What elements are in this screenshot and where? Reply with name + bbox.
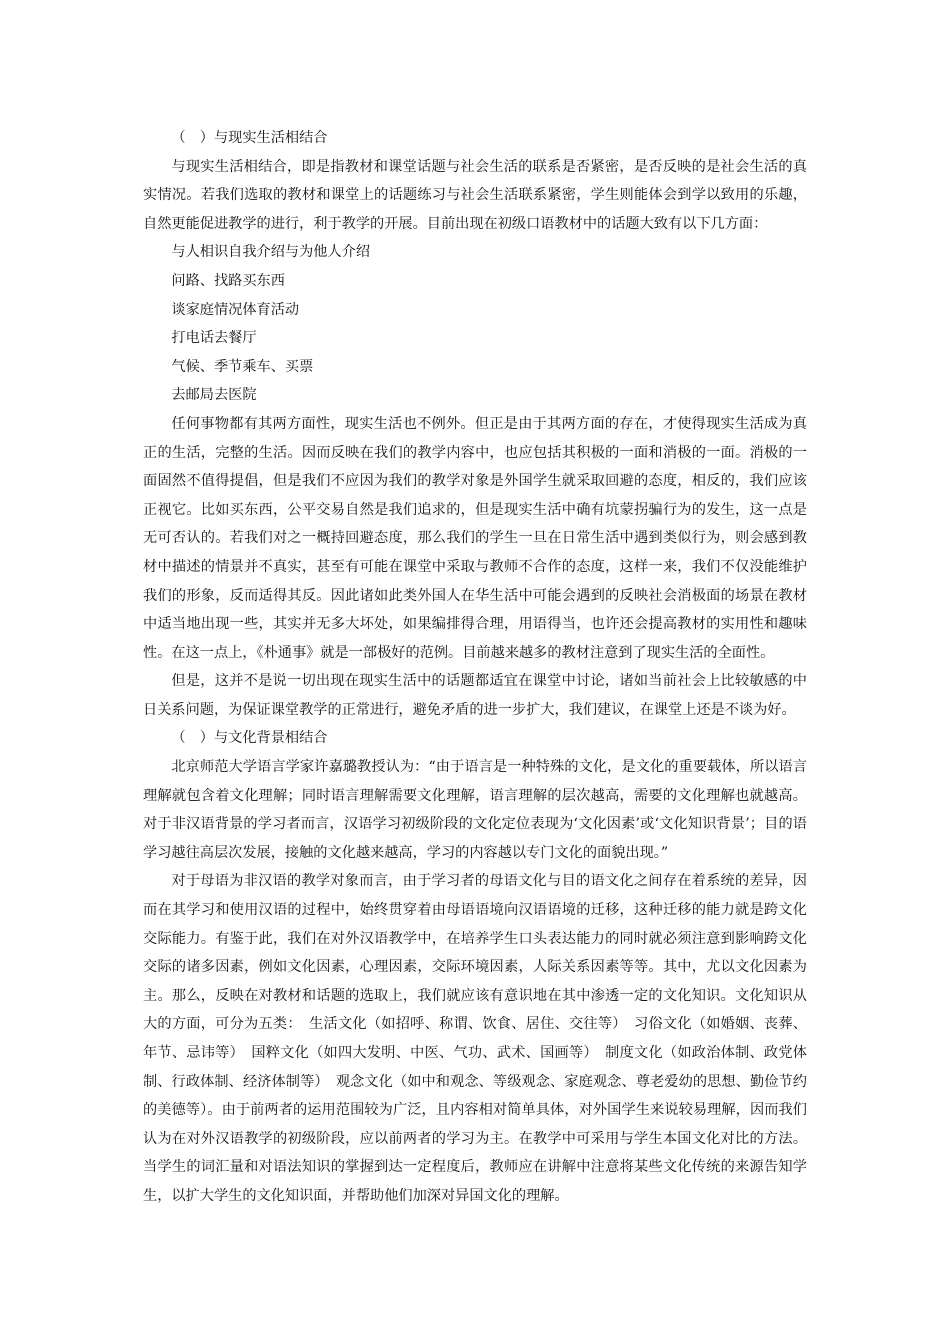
topic-list-item: 问路、找路买东西 bbox=[171, 272, 285, 289]
paragraph-cross-cultural: 对于母语为非汉语的教学对象而言，由于学习者的母语文化与目的语文化之间存在着系统的差异，因而在其学习和使用汉语的过程中，始终贯穿着由母语语境向汉语语境的迁移，这种迁移的能力就是跨文化交际能力。有鉴于此，我们在对外汉语教学中，在培养学生口头表达能力的同时就必须注意到影响跨文化交际的诸多因素，例如文化因素，心理因素，交际环境因素，人际关系因素等等。其中，尤以文化因素为主。那么，反映在对教材和话题的选取上，我们就应该有意识地在其中渗透一定的文化知识。文化知识从大的方面，可分为五类： 生活文化（如招呼、称谓、饮食、居住、交往等） 习俗文化（如婚姻、丧葬、年节、忌讳等） 国粹文化（如四大发明、中医、气功、武术、国画等） 制度文化（如政治体制、政党体制、行政体制、经济体制等） 观念文化（如中和观念、等级观念、家庭观念、尊老爱幼的思想、勤俭节约的美德等）。由于前两者的运用范围较为广泛，且内容相对简单具体，对外国学生来说较易理解，因而我们认为在对外汉语教学的初级阶段，应以前两者的学习为主。在教学中可采用与学生本国文化对比的方法。当学生的词汇量和对语法知识的掌握到达一定程度后，教师应在讲解中注意将某些文化传统的来源告知学生，以扩大学生的文化知识面，并帮助他们加深对异国文化的理解。 bbox=[143, 873, 807, 1204]
section-heading-real-life: （ ）与现实生活相结合 bbox=[171, 130, 328, 146]
paragraph-real-life-intro: 与现实生活相结合，即是指教材和课堂话题与社会生活的联系是否紧密，是否反映的是社会生活的真实情况。若我们选取的教材和课堂上的话题练习与社会生活联系紧密，学生则能体会到学以致用的乐趣，自然更能促进教学的进行，利于教学的开展。目前出现在初级口语教材中的话题大致有以下几方面： bbox=[143, 158, 807, 232]
topic-list-item: 去邮局去医院 bbox=[171, 387, 257, 404]
paragraph-sensitive-topics: 但是，这并不是说一切出现在现实生活中的话题都适宜在课堂中讨论，诸如当前社会上比较敏感的中日关系问题，为保证课堂教学的正常进行，避免矛盾的进一步扩大，我们建议，在课堂上还是不谈为好。 bbox=[143, 673, 807, 718]
document-body bbox=[143, 124, 807, 1211]
topic-list-item: 打电话去餐厅 bbox=[171, 330, 257, 347]
topic-list-item: 与人相识自我介绍与为他人介绍 bbox=[171, 244, 371, 261]
topic-list-item: 谈家庭情况体育活动 bbox=[171, 301, 300, 318]
paragraph-xu-jialu-quote: 北京师范大学语言学家许嘉璐教授认为：“由于语言是一种特殊的文化，是文化的重要载体，所以语言理解就包含着文化理解；同时语言理解需要文化理解，语言理解的层次越高，需要的文化理解也就越高。对于非汉语背景的学习者而言，汉语学习初级阶段的文化定位表现为‘文化因素’或‘文化知识背景’；目的语学习越往高层次发展，接触的文化越来越高，学习的内容越以专门文化的面貌出现。” bbox=[143, 759, 807, 861]
section-heading-culture: （ ）与文化背景相结合 bbox=[171, 730, 328, 747]
topic-list-item: 气候、季节乘车、买票 bbox=[171, 358, 314, 375]
paragraph-two-sides: 任何事物都有其两方面性，现实生活也不例外。但正是由于其两方面的存在，才使得现实生活成为真正的生活，完整的生活。因而反映在我们的教学内容中，也应包括其积极的一面和消极的一面。消极的一面固然不值得提倡，但是我们不应因为我们的教学对象是外国学生就采取回避的态度，相反的，我们应该正视它。比如买东西，公平交易自然是我们追求的，但是现实生活中确有坑蒙拐骗行为的发生，这一点是无可否认的。若我们对之一概持回避态度，那么我们的学生一旦在日常生活中遇到类似行为，则会感到教材中描述的情景并不真实，甚至有可能在课堂中采取与教师不合作的态度，这样一来，我们不仅没能维护我们的形象，反而适得其反。因此诸如此类外国人在华生活中可能会遇到的反映社会消极面的场景在教材中适当地出现一些，其实并无多大坏处，如果编排得合理，用语得当，也许还会提高教材的实用性和趣味性。在这一点上，《朴通事》就是一部极好的范例。目前越来越多的教材注意到了现实生活的全面性。 bbox=[143, 415, 807, 661]
